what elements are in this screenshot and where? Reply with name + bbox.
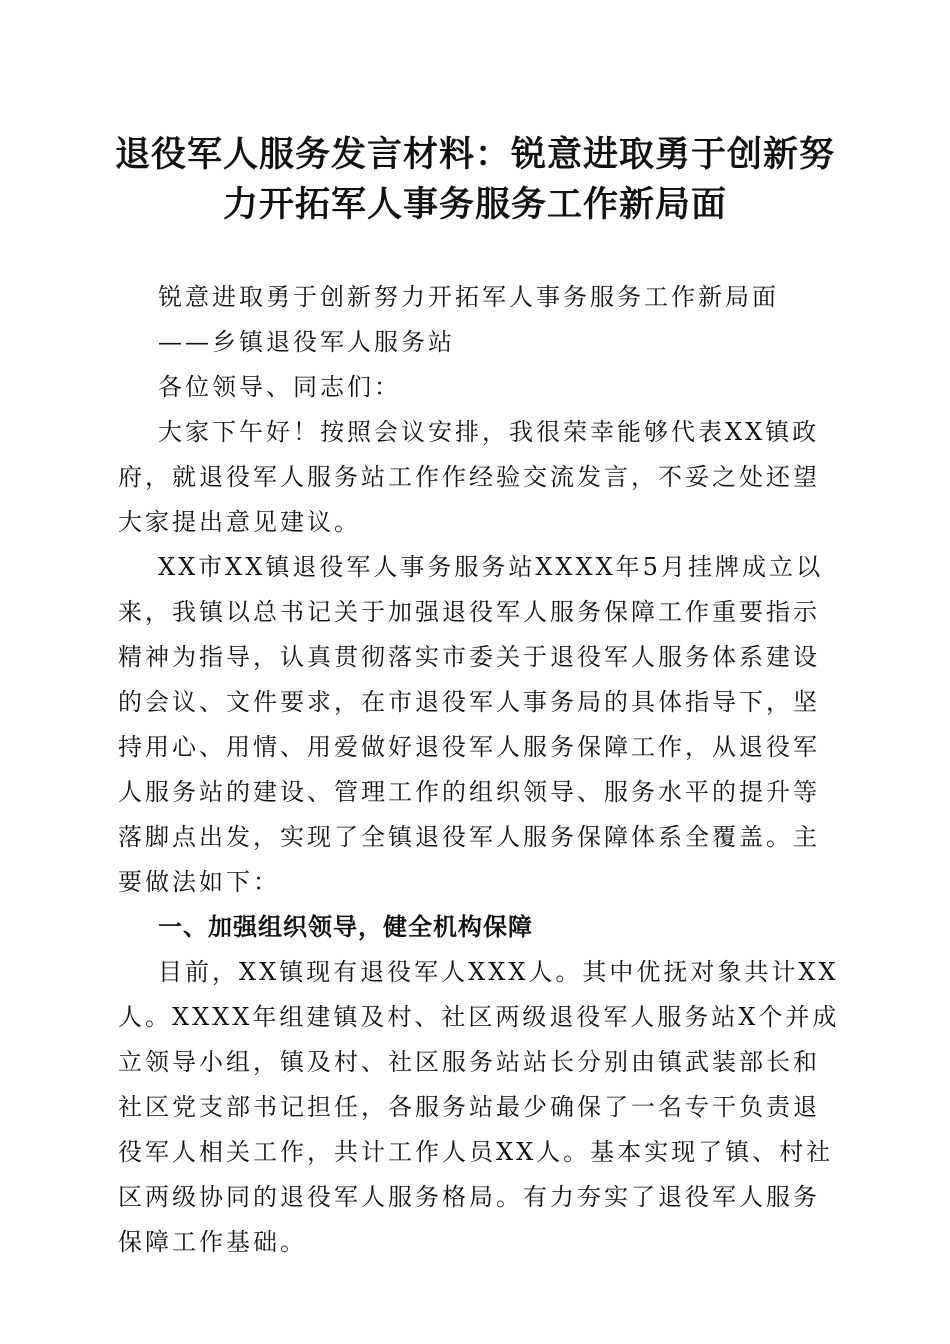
section-heading: 一、加强组织领导，健全机构保障: [158, 913, 533, 941]
paragraph-section1: 目前，XX镇现有退役军人XXX人。其中优抚对象共计XX人。XXXX年组建镇及村、社区两级退役军人服务站X个并成立领导小组，镇及村、社区服务站站长分别由镇武装部长和社区党支部书记担任，各服务站最少确保了一名专干负责退役军人相关工作，共计工作人员XX人。基本实现了镇、村社区两级协同的退役军人服务格局。有力夯实了退役军人服务保障工作基础。: [118, 958, 840, 1256]
author-line: ——乡镇退役军人服务站: [158, 328, 455, 356]
subtitle: 锐意进取勇于创新努力开拓军人事务服务工作新局面: [158, 283, 779, 311]
paragraph-greeting: 大家下午好！按照会议安排，我很荣幸能够代表XX镇政府，就退役军人服务站工作作经验交流发言，不妥之处还望大家提出意见建议。: [118, 418, 820, 536]
document-title: [110, 130, 840, 230]
paragraph-intro: XX市XX镇退役军人事务服务站XXXX年5月挂牌成立以来，我镇以总书记关于加强退役军人服务保障工作重要指示精神为指导，认真贯彻落实市委关于退役军人服务体系建设的会议、文件要求，在市退役军人事务局的具体指导下，坚持用心、用情、用爱做好退役军人服务保障工作，从退役军人服务站的建设、管理工作的组织领导、服务水平的提升等落脚点出发，实现了全镇退役军人服务保障体系全覆盖。主要做法如下：: [118, 553, 823, 896]
document-body: [118, 275, 846, 1265]
title-line-2: 力开拓军人事务服务工作新局面: [222, 185, 727, 225]
title-line-1: 退役军人服务发言材料：锐意进取勇于创新努: [114, 135, 835, 175]
salutation: 各位领导、同志们：: [158, 373, 401, 401]
